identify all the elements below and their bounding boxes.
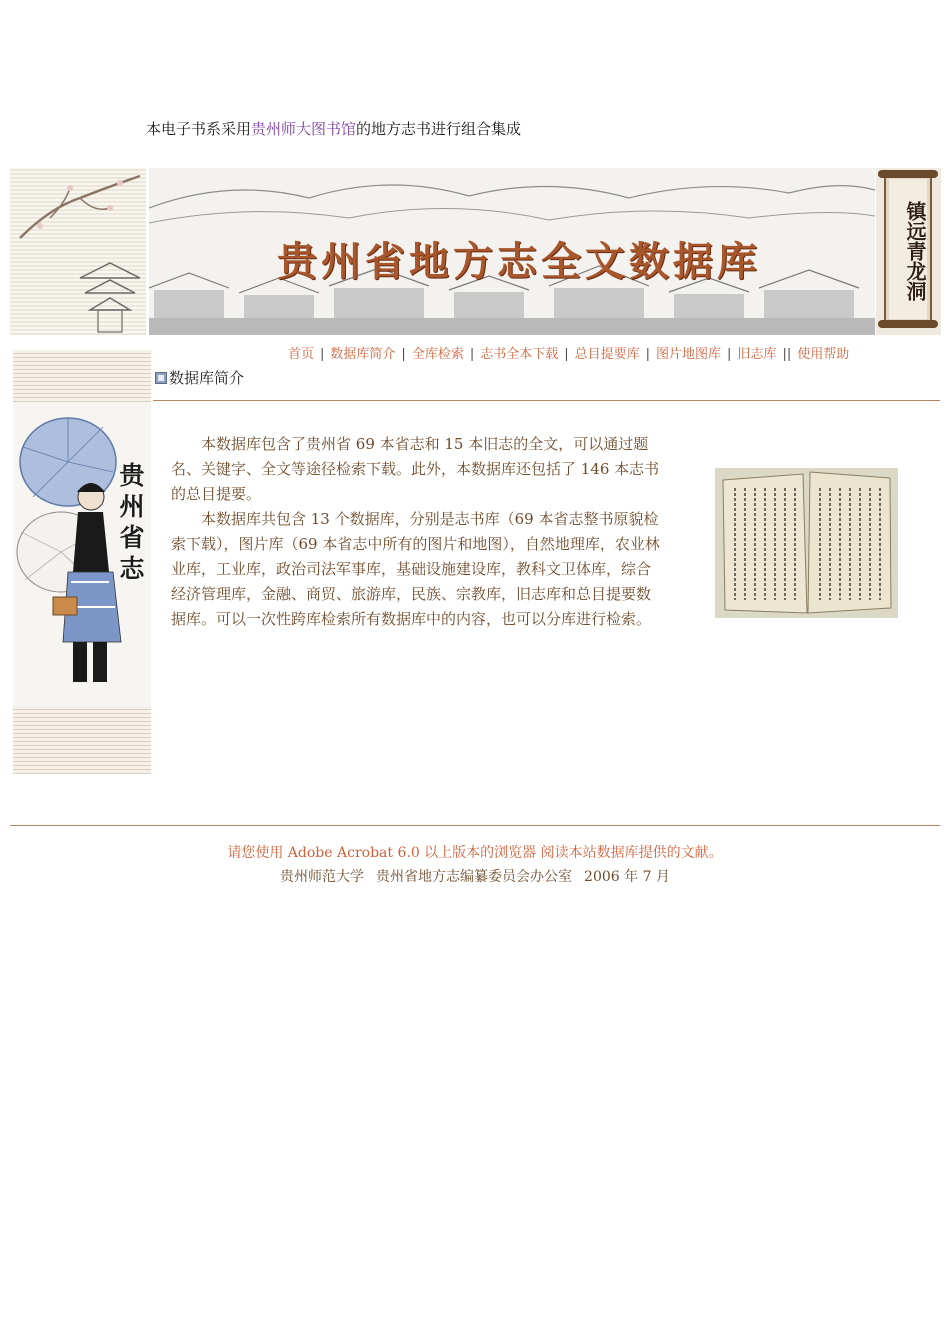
header-banner [10, 168, 941, 335]
side-title: 贵州省志 [116, 462, 145, 586]
nav-summary-library[interactable]: 总目提要库 [574, 347, 640, 362]
nav-old-gazetteer-library[interactable]: 旧志库 [737, 347, 777, 362]
banner-main [149, 168, 875, 335]
footer-date: 2006 年 7 月 [584, 869, 670, 885]
intro-note [146, 118, 521, 139]
banner-left-panel [10, 168, 146, 335]
main-nav: 首页 | 数据库简介 | 全库检索 | 志书全本下载 | 总目提要库 | 图片地图库 | 旧志库 || 使用帮助 [288, 347, 850, 362]
intro-paragraph-2: 本数据库共包含 13 个数据库，分别是志书库（69 本省志整书原貌检索下载），图片库（69 本省志中所有的图片和地图），自然地理库，农业林业库，工业库，政治司法军事库，基础设施建设库，教科文卫体库，综合经济管理库，金融、商贸、旅游库，民族、宗教库，旧志库和总目提要数据库。可以一次性跨库检索所有数据库中的内容，也可以分库进行检索。 [171, 510, 660, 628]
footer-office: 贵州省地方志编纂委员会办公室 [376, 869, 573, 885]
section-heading [155, 367, 244, 388]
old-book-photo [715, 468, 898, 618]
footer-university: 贵州师范大学 [280, 869, 365, 885]
plaque-text: 镇远青龙洞 [903, 201, 927, 301]
nav-database-intro[interactable]: 数据库简介 [330, 347, 396, 362]
footer-credits [0, 866, 950, 886]
divider [153, 400, 940, 401]
parasol-lady-art [13, 402, 151, 706]
intro-prefix: 本电子书系采用 [146, 120, 252, 138]
footer-divider [10, 825, 940, 826]
side-illustration [13, 350, 151, 774]
section-bullet-icon [155, 372, 167, 384]
hanging-scroll-plaque [884, 174, 932, 324]
banner-title: 贵州省地方志全文数据库 [277, 239, 761, 285]
nav-help[interactable]: 使用帮助 [797, 347, 850, 362]
section-heading-text: 数据库简介 [169, 369, 245, 387]
nav-full-search[interactable]: 全库检索 [411, 347, 464, 362]
intro-paragraph-1: 本数据库包含了贵州省 69 本省志和 15 本旧志的全文，可以通过题名、关键字、全文等途径检索下载。此外，本数据库还包括了 146 本志书的总目提要。 [171, 435, 660, 503]
banner-right-panel [876, 168, 941, 335]
library-link[interactable]: 贵州师大图书馆 [251, 120, 357, 138]
nav-full-book-download[interactable]: 志书全本下载 [480, 347, 559, 362]
intro-suffix: 的地方志书进行组合集成 [356, 120, 522, 138]
footer-reader-note: 请您使用 Adobe Acrobat 6.0 以上版本的浏览器 阅读本站数据库提供的文献。 [227, 845, 723, 861]
intro-body [171, 432, 661, 632]
nav-image-map-library[interactable]: 图片地图库 [656, 347, 722, 362]
nav-home[interactable]: 首页 [288, 347, 315, 362]
plum-blossom-pagoda-art [10, 168, 146, 335]
